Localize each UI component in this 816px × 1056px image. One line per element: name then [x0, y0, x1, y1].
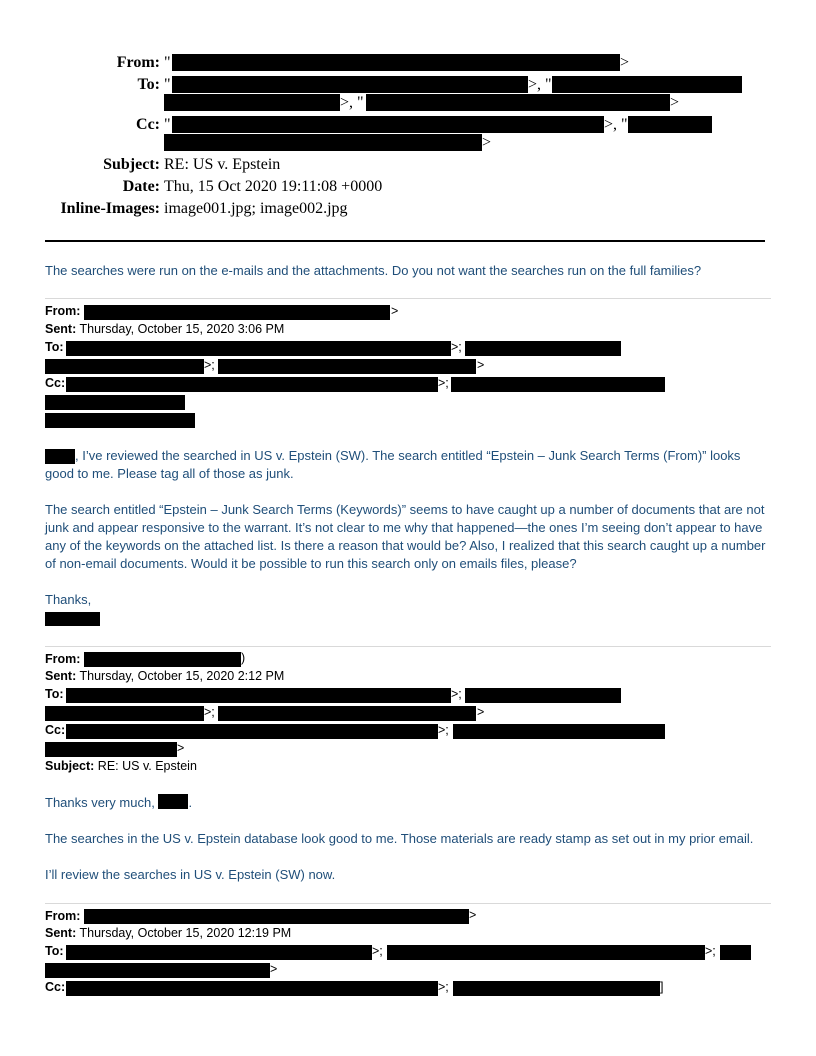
gt: > [469, 908, 477, 922]
sent-value: Thursday, October 15, 2020 12:19 PM [79, 926, 292, 940]
quote: " [164, 116, 171, 133]
redaction-bar [218, 706, 476, 721]
gt-semi: >; [451, 340, 462, 354]
subject-label: Subject: [45, 759, 95, 773]
gt-quote: >, " [340, 94, 364, 111]
sent-value: Thursday, October 15, 2020 2:12 PM [79, 669, 285, 683]
redaction-bar [172, 76, 528, 93]
redaction-bar [172, 116, 604, 133]
redaction-bar [172, 54, 620, 71]
sent-line [45, 668, 284, 685]
redaction-bar [465, 341, 621, 356]
subject-value: RE: US v. Epstein [97, 759, 197, 773]
redaction-bar [45, 395, 185, 410]
gt: > [482, 134, 492, 151]
date-label: Date: [122, 178, 160, 195]
paren: ) [241, 651, 246, 665]
sent-label: Sent: [45, 669, 77, 683]
message-paragraph: I’ll review the searches in US v. Epstein (SW) now. [45, 867, 336, 882]
redaction-bar [366, 94, 670, 111]
redaction-bar [45, 742, 177, 757]
from-label: From: [45, 652, 81, 666]
gt: > [477, 705, 485, 719]
to-label: To: [137, 76, 160, 93]
gt-semi: >; [438, 376, 449, 390]
from-label: From: [45, 909, 81, 923]
message-greeting: Thanks very much, . [45, 795, 193, 810]
redaction-bar [387, 945, 705, 960]
gt-semi: >; [705, 944, 716, 958]
gt: > [270, 962, 278, 976]
gt: > [391, 304, 399, 318]
cc-label: Cc: [45, 980, 66, 994]
redaction-bar [45, 612, 100, 626]
redaction-bar [465, 688, 621, 703]
redaction-bar [45, 359, 204, 374]
redaction-bar [66, 377, 438, 392]
from-label: From: [116, 54, 160, 71]
gt: > [620, 54, 630, 71]
header-divider [45, 240, 765, 242]
sent-line [45, 321, 284, 338]
redaction-bar [552, 76, 742, 93]
gt-semi: >; [438, 980, 449, 994]
from-label: From: [45, 304, 81, 318]
date-value: Thu, 15 Oct 2020 19:11:08 +0000 [164, 178, 383, 195]
cc-label: Cc: [45, 723, 66, 737]
redaction-bar [84, 305, 390, 320]
redaction-bar [66, 945, 372, 960]
subject-value: RE: US v. Epstein [164, 156, 281, 173]
gt: > [177, 741, 185, 755]
to-label: To: [45, 687, 64, 701]
message-separator [45, 646, 771, 647]
message-signoff: Thanks, [45, 592, 92, 607]
redaction-bar [451, 377, 665, 392]
redaction-bar [453, 724, 665, 739]
gt-quote: >, " [604, 116, 628, 133]
redaction-bar [218, 359, 476, 374]
sent-value: Thursday, October 15, 2020 3:06 PM [79, 322, 285, 336]
to-label: To: [45, 340, 64, 354]
message-separator [45, 903, 771, 904]
message-separator [45, 298, 771, 299]
redaction-bar [164, 134, 482, 151]
message-body: The searches were run on the e-mails and the attachments. Do you not want the searches run on the full families? [45, 263, 702, 278]
message-paragraph: The searches in the US v. Epstein database look good to me. Those materials are ready stamp as set out in my prior email. [45, 831, 754, 846]
inline-images-label: Inline-Images: [60, 200, 160, 217]
to-label: To: [45, 944, 64, 958]
redaction-bar [45, 413, 195, 428]
cc-label: Cc: [136, 116, 160, 133]
sent-label: Sent: [45, 322, 77, 336]
gt-semi: >; [438, 723, 449, 737]
message-paragraph: The search entitled “Epstein – Junk Search Terms (Keywords)” seems to have caught up a number of documents that are not junk and appear responsive to the warrant. It’s not clear to me why that happened—the ones I’m seeing don’t appear to have any of the keywords on the attached list. Is there a reason that would be? Also, I realized that this search caught up a number of non-email documents. Would it be possible to run this search only on emails files, please? [45, 502, 766, 571]
redaction-bar [628, 116, 712, 133]
subject-label: Subject: [103, 156, 160, 173]
redaction-bar [66, 688, 451, 703]
gt: > [670, 94, 680, 111]
redaction-bar [453, 981, 660, 996]
cc-label: Cc: [45, 376, 66, 390]
redaction-bar [84, 652, 241, 667]
gt-semi: >; [451, 687, 462, 701]
redaction-bar [45, 706, 204, 721]
quote: " [164, 54, 171, 71]
redaction-bar [158, 794, 188, 809]
gt-semi: >; [204, 705, 215, 719]
quote: " [164, 76, 171, 93]
gt-semi: >; [204, 358, 215, 372]
redaction-bar [66, 724, 438, 739]
redaction-bar [720, 945, 751, 960]
sent-label: Sent: [45, 926, 77, 940]
gt: > [477, 358, 485, 372]
redaction-bar [66, 341, 451, 356]
bracket: ] [660, 980, 664, 994]
gt-semi: >; [372, 944, 383, 958]
inline-images-value: image001.jpg; image002.jpg [164, 200, 348, 217]
redaction-bar [66, 981, 438, 996]
message-paragraph: , I’ve reviewed the searched in US v. Epstein (SW). The search entitled “Epstein – Junk Search Terms (From)” looks good to me. Please tag all of those as junk. [45, 448, 741, 481]
sent-line [45, 925, 291, 942]
redaction-bar [45, 963, 270, 978]
redaction-bar [84, 909, 469, 924]
redaction-bar [164, 94, 340, 111]
gt-quote: >, " [528, 76, 552, 93]
subject-line [45, 758, 197, 775]
